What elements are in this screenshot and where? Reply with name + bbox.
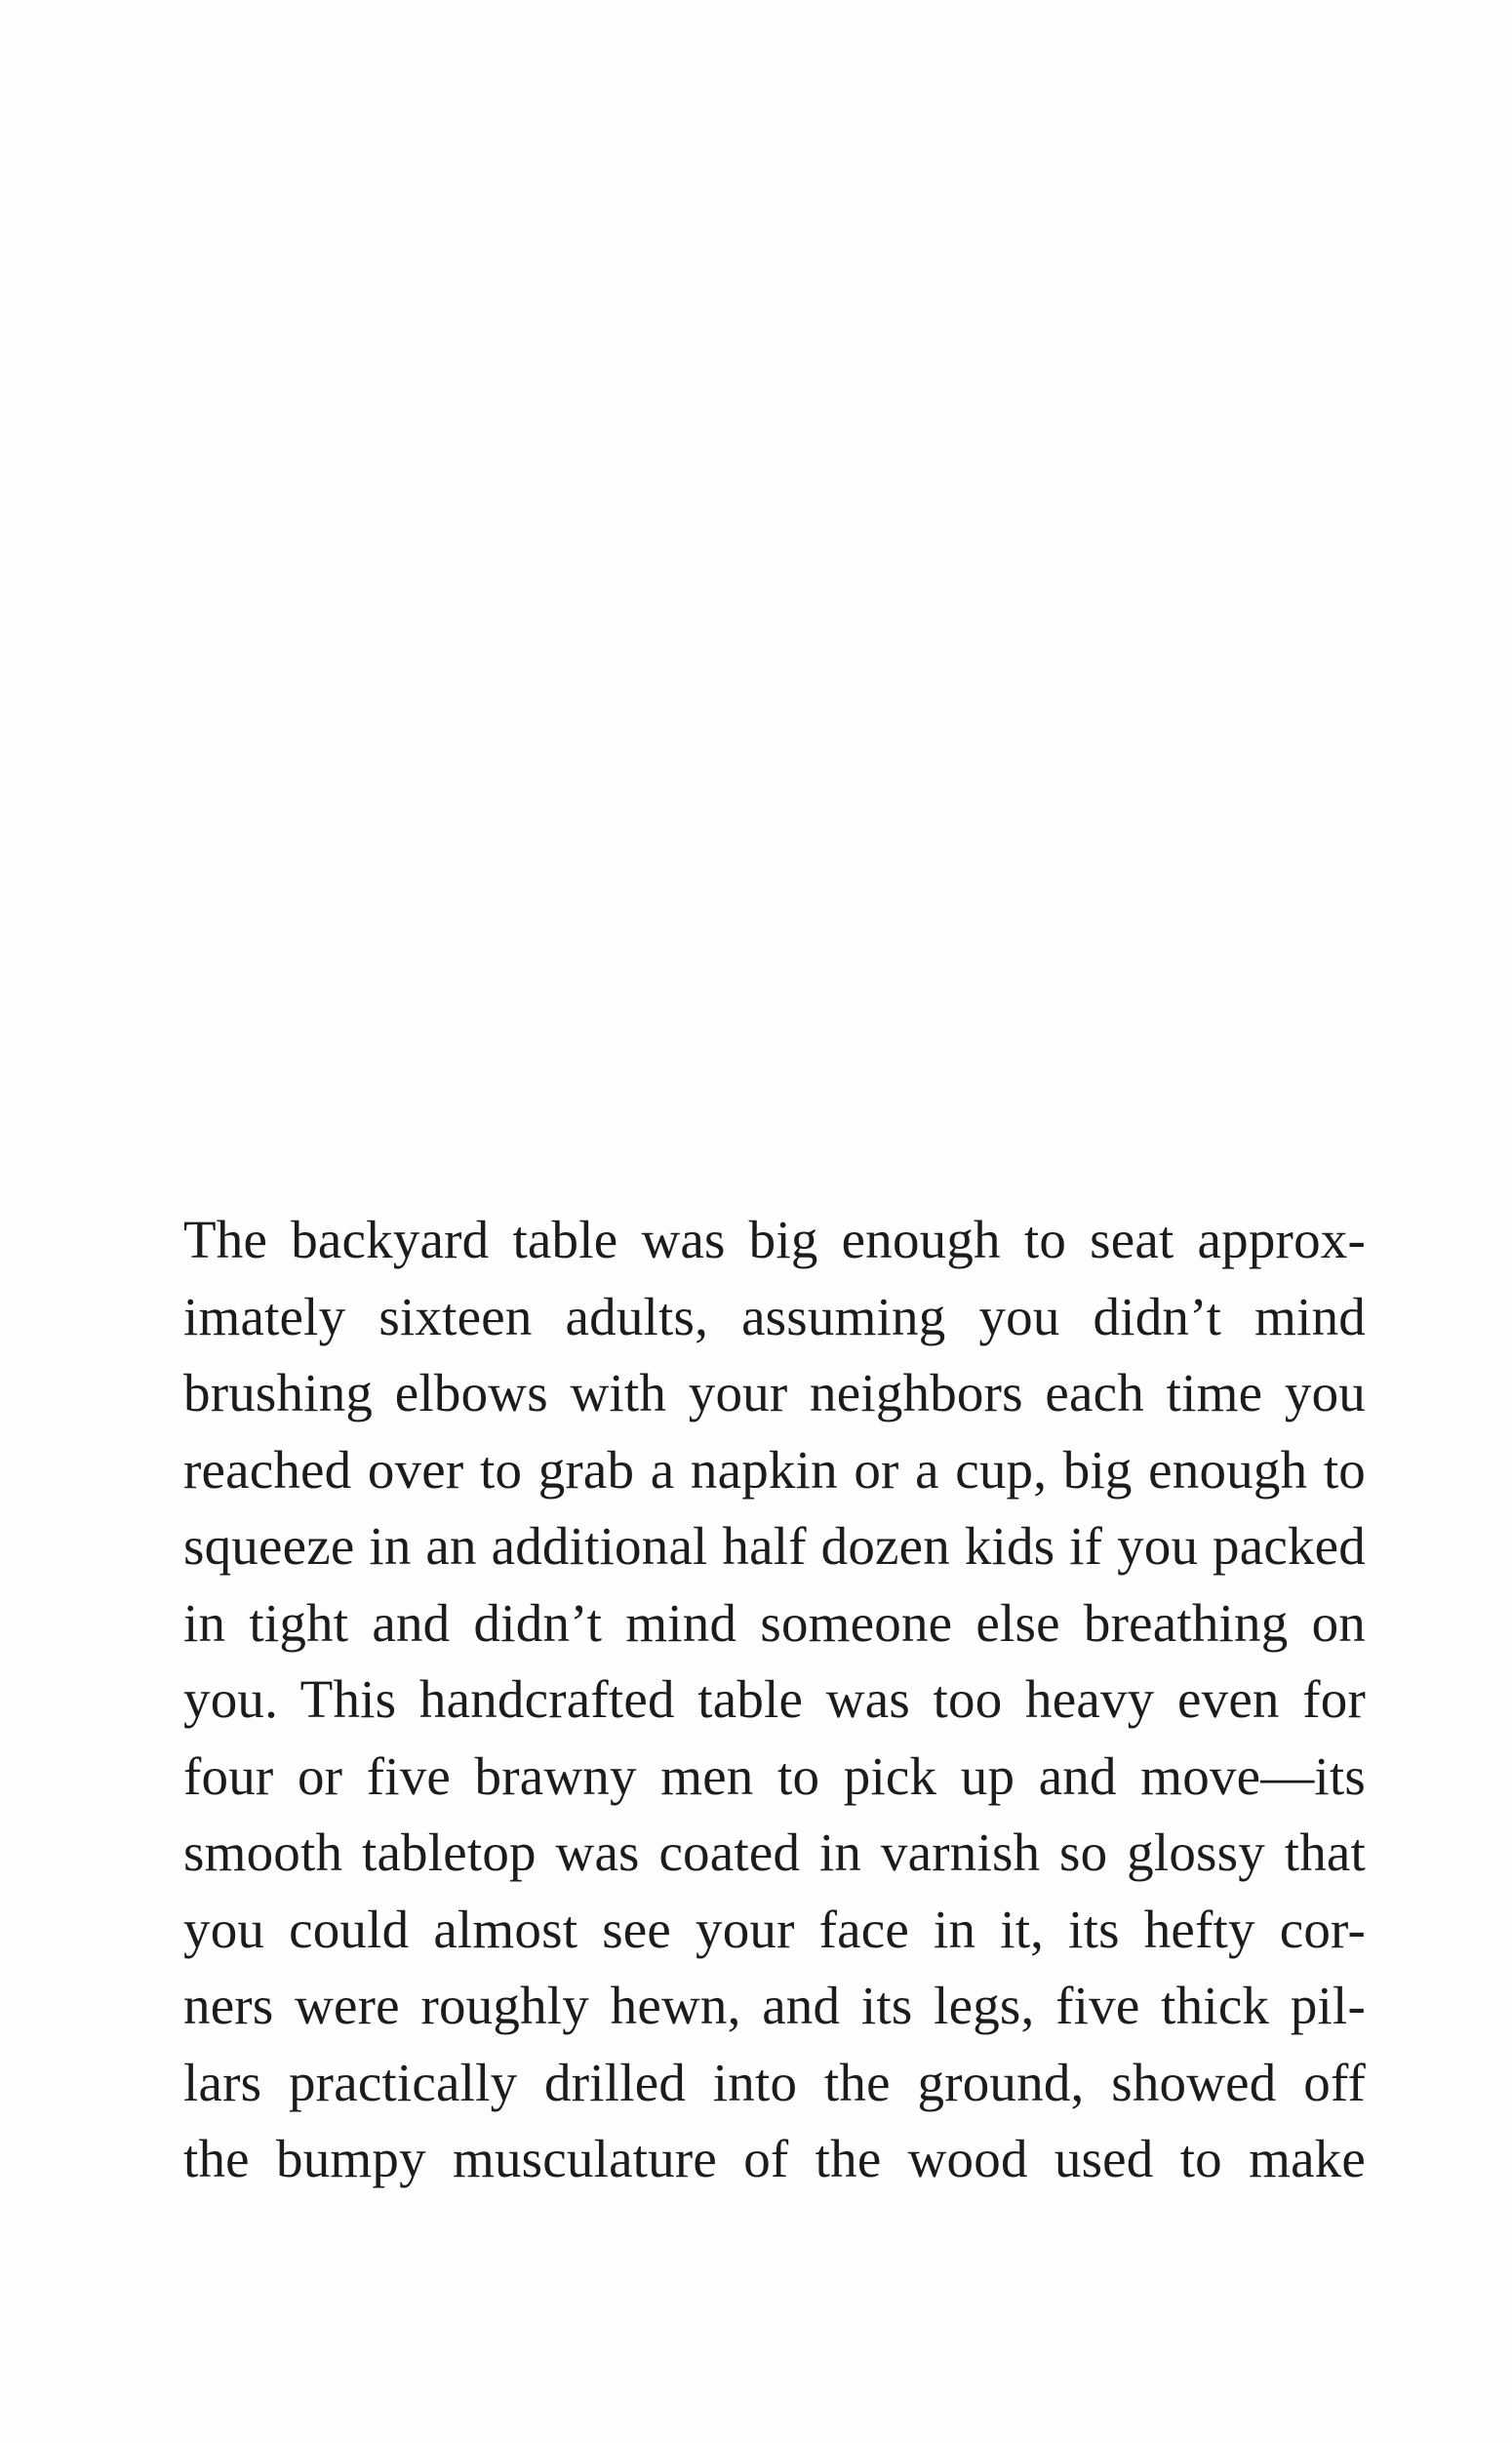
text-line: four or five brawny men to pick up and move—its xyxy=(183,1745,1366,1806)
text-line: the bumpy musculature of the wood used to make xyxy=(183,2129,1366,2188)
text-line: in tight and didn’t mind someone else breathing on xyxy=(183,1592,1366,1653)
text-line: ners were roughly hewn, and its legs, five thick pil- xyxy=(183,1976,1366,2035)
text-line: smooth tabletop was coated in varnish so glossy that xyxy=(183,1822,1366,1882)
text-line: imately sixteen adults, assuming you didn’t mind xyxy=(183,1286,1366,1346)
text-line: lars practically drilled into the ground, showed off xyxy=(183,2052,1366,2112)
text-line: The backyard table was big enough to seat approx- xyxy=(183,1210,1366,1269)
text-line: you could almost see your face in it, its hefty cor- xyxy=(183,1899,1366,1959)
text-line: squeeze in an additional half dozen kids if you packed xyxy=(183,1516,1366,1576)
text-line: reached over to grab a napkin or a cup, big enough to xyxy=(183,1439,1366,1500)
text-line: brushing elbows with your neighbors each time you xyxy=(183,1363,1366,1422)
text-line: you. This handcrafted table was too heavy even for xyxy=(183,1669,1366,1729)
body-text xyxy=(183,1202,1366,2198)
